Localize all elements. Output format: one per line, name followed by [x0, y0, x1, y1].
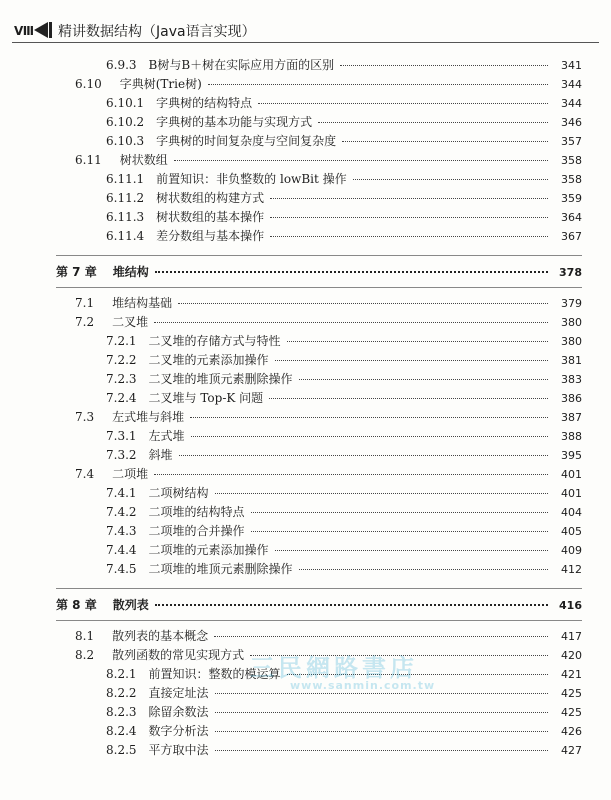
toc-section-7 — [0, 294, 611, 579]
toc-entry[interactable] — [0, 522, 611, 541]
entry-number: 6.11.1 — [106, 172, 145, 186]
entry-page: 364 — [561, 211, 582, 224]
chapter-page: 378 — [559, 266, 582, 279]
toc-entry[interactable] — [0, 627, 611, 646]
leader-dots — [215, 712, 548, 713]
entry-number: 7.3 — [75, 410, 95, 424]
entry-number: 7.4.5 — [106, 562, 137, 576]
leader-dots — [215, 693, 548, 694]
toc-entry[interactable] — [0, 294, 611, 313]
toc-entry[interactable] — [0, 208, 611, 227]
chapter-page: 416 — [559, 599, 582, 612]
toc-entry[interactable] — [0, 132, 611, 151]
leader-dots — [342, 141, 548, 142]
entry-number: 8.2.5 — [106, 743, 137, 757]
entry-number: 6.10 — [75, 77, 102, 91]
entry-number: 8.2.1 — [106, 667, 137, 681]
entry-title: 平方取中法 — [148, 743, 209, 757]
entry-number: 6.11.4 — [106, 229, 145, 243]
chapter-divider — [56, 588, 582, 589]
leader-dots — [208, 84, 548, 85]
entry-title: B树与B＋树在实际应用方面的区别 — [148, 58, 335, 72]
entry-page: 404 — [561, 506, 582, 519]
entry-page: 412 — [561, 563, 582, 576]
entry-title: 二项堆 — [112, 467, 149, 481]
toc-entry[interactable] — [0, 541, 611, 560]
entry-title: 数字分析法 — [148, 724, 209, 738]
leader-dots — [154, 474, 548, 475]
entry-title: 二项树结构 — [148, 486, 209, 500]
entry-page: 421 — [561, 668, 582, 681]
entry-title: 散列表的基本概念 — [112, 629, 209, 643]
entry-number: 7.4.4 — [106, 543, 137, 557]
leader-dots — [340, 65, 548, 66]
leader-dots — [275, 360, 548, 361]
entry-page: 379 — [561, 297, 582, 310]
chapter-title: 堆结构 — [112, 265, 149, 279]
leader-dots — [154, 322, 548, 323]
leader-dots — [178, 303, 548, 304]
page-header — [0, 0, 611, 40]
toc-entry[interactable] — [0, 408, 611, 427]
toc-entry[interactable] — [0, 703, 611, 722]
toc-entry[interactable] — [0, 351, 611, 370]
leader-dots — [258, 103, 548, 104]
toc-entry[interactable] — [0, 389, 611, 408]
entry-title: 树状数组的构建方式 — [156, 191, 265, 205]
leader-dots — [270, 236, 548, 237]
entry-number: 6.11.3 — [106, 210, 145, 224]
watermark-text: 三民網路書店 — [250, 654, 418, 682]
entry-number: 7.1 — [75, 296, 95, 310]
entry-title: 前置知识：整数的模运算 — [148, 667, 281, 681]
entry-number: 6.10.1 — [106, 96, 145, 110]
entry-page: 417 — [561, 630, 582, 643]
leader-dots — [251, 531, 548, 532]
page-number: Ⅷ — [14, 24, 35, 38]
entry-title: 前置知识：非负整数的 lowBit 操作 — [156, 172, 347, 186]
leader-dots — [155, 604, 548, 606]
leader-dots — [174, 160, 548, 161]
leader-dots — [191, 436, 548, 437]
entry-page: 426 — [561, 725, 582, 738]
chapter-divider — [56, 287, 582, 288]
entry-page: 401 — [561, 468, 582, 481]
toc-entry[interactable] — [0, 370, 611, 389]
book-title: 精讲数据结构（Java语言实现） — [58, 24, 256, 40]
entry-page: 388 — [561, 430, 582, 443]
entry-title: 直接定址法 — [148, 686, 209, 700]
header-rule — [12, 42, 599, 43]
leader-dots — [270, 198, 548, 199]
entry-title: 树状数组 — [119, 153, 168, 167]
entry-title: 左式堆 — [148, 429, 185, 443]
watermark — [250, 648, 480, 692]
watermark-url: www.sanmin.com.tw — [290, 679, 436, 692]
triangle-left-icon — [34, 22, 48, 38]
leader-dots — [318, 122, 548, 123]
chapter-divider — [56, 620, 582, 621]
leader-dots — [299, 379, 548, 380]
entry-page: 367 — [561, 230, 582, 243]
entry-page: 425 — [561, 687, 582, 700]
bar-marker-icon — [49, 22, 52, 38]
entry-page: 395 — [561, 449, 582, 462]
entry-page: 344 — [561, 97, 582, 110]
toc-entry[interactable] — [0, 741, 611, 760]
toc-entry[interactable] — [0, 722, 611, 741]
chapter-number: 第 7 章 — [56, 265, 97, 279]
leader-dots — [353, 179, 548, 180]
entry-number: 7.2 — [75, 315, 95, 329]
toc-entry[interactable] — [0, 313, 611, 332]
toc-entry[interactable] — [0, 151, 611, 170]
entry-page: 359 — [561, 192, 582, 205]
entry-page: 387 — [561, 411, 582, 424]
entry-title: 二叉堆的存储方式与特性 — [148, 334, 281, 348]
entry-number: 7.2.2 — [106, 353, 137, 367]
leader-dots — [215, 493, 548, 494]
entry-page: 341 — [561, 59, 582, 72]
entry-page: 381 — [561, 354, 582, 367]
entry-page: 344 — [561, 78, 582, 91]
leader-dots — [287, 341, 548, 342]
entry-title: 二项堆的元素添加操作 — [148, 543, 269, 557]
entry-number: 8.2.4 — [106, 724, 137, 738]
toc-entry[interactable] — [0, 465, 611, 484]
entry-title: 二项堆的合并操作 — [148, 524, 245, 538]
entry-page: 357 — [561, 135, 582, 148]
entry-title: 二叉堆的元素添加操作 — [148, 353, 269, 367]
entry-number: 7.4.1 — [106, 486, 137, 500]
entry-page: 380 — [561, 335, 582, 348]
entry-number: 7.4.3 — [106, 524, 137, 538]
entry-page: 409 — [561, 544, 582, 557]
entry-title: 字典树的时间复杂度与空间复杂度 — [156, 134, 337, 148]
entry-title: 树状数组的基本操作 — [156, 210, 265, 224]
entry-title: 左式堆与斜堆 — [112, 410, 185, 424]
entry-page: 386 — [561, 392, 582, 405]
entry-number: 6.10.3 — [106, 134, 145, 148]
leader-dots — [214, 636, 548, 637]
entry-number: 8.2 — [75, 648, 95, 662]
leader-dots — [215, 731, 548, 732]
entry-title: 二叉堆的堆顶元素删除操作 — [148, 372, 293, 386]
toc-section-8 — [0, 627, 611, 760]
chapter-number: 第 8 章 — [56, 598, 97, 612]
chapter-8-entry[interactable] — [0, 595, 611, 615]
chapter-title: 散列表 — [112, 598, 149, 612]
entry-title: 二项堆的结构特点 — [148, 505, 245, 519]
toc-entry[interactable] — [0, 503, 611, 522]
toc-entry[interactable] — [0, 560, 611, 579]
entry-number: 6.9.3 — [106, 58, 137, 72]
entry-page: 405 — [561, 525, 582, 538]
entry-title: 堆结构基础 — [112, 296, 173, 310]
entry-page: 358 — [561, 154, 582, 167]
toc-entry[interactable] — [0, 170, 611, 189]
entry-number: 7.2.3 — [106, 372, 137, 386]
leader-dots — [270, 217, 548, 218]
leader-dots — [190, 417, 548, 418]
entry-number: 8.1 — [75, 629, 95, 643]
chapter-divider — [56, 255, 582, 256]
chapter-7-entry[interactable] — [0, 262, 611, 282]
entry-page: 420 — [561, 649, 582, 662]
entry-title: 二叉堆与 Top-K 问题 — [148, 391, 264, 405]
entry-number: 7.3.2 — [106, 448, 137, 462]
entry-number: 7.3.1 — [106, 429, 137, 443]
leader-dots — [155, 271, 548, 273]
entry-page: 425 — [561, 706, 582, 719]
entry-number: 6.11.2 — [106, 191, 145, 205]
entry-title: 斜堆 — [148, 448, 173, 462]
toc-entry[interactable] — [0, 427, 611, 446]
leader-dots — [251, 512, 548, 513]
toc-entry[interactable] — [0, 446, 611, 465]
toc-section-6 — [0, 56, 611, 246]
entry-number: 8.2.3 — [106, 705, 137, 719]
entry-title: 差分数组与基本操作 — [156, 229, 265, 243]
toc-entry[interactable] — [0, 484, 611, 503]
entry-page: 358 — [561, 173, 582, 186]
entry-number: 8.2.2 — [106, 686, 137, 700]
entry-title: 二项堆的堆顶元素删除操作 — [148, 562, 293, 576]
entry-number: 6.11 — [75, 153, 102, 167]
entry-number: 7.2.1 — [106, 334, 137, 348]
leader-dots — [299, 569, 548, 570]
leader-dots — [179, 455, 548, 456]
entry-page: 401 — [561, 487, 582, 500]
entry-number: 7.2.4 — [106, 391, 137, 405]
entry-page: 427 — [561, 744, 582, 757]
entry-page: 380 — [561, 316, 582, 329]
leader-dots — [215, 750, 548, 751]
entry-title: 二叉堆 — [112, 315, 149, 329]
leader-dots — [275, 550, 548, 551]
toc-entry[interactable] — [0, 75, 611, 94]
toc-entry[interactable] — [0, 332, 611, 351]
toc-entry[interactable] — [0, 189, 611, 208]
entry-title: 字典树(Trie树) — [119, 77, 202, 91]
toc-entry[interactable] — [0, 94, 611, 113]
entry-page: 383 — [561, 373, 582, 386]
entry-number: 7.4.2 — [106, 505, 137, 519]
entry-number: 7.4 — [75, 467, 95, 481]
entry-title: 字典树的结构特点 — [156, 96, 253, 110]
entry-title: 除留余数法 — [148, 705, 209, 719]
entry-page: 346 — [561, 116, 582, 129]
toc-entry[interactable] — [0, 113, 611, 132]
entry-title: 散列函数的常见实现方式 — [112, 648, 245, 662]
toc-entry[interactable] — [0, 227, 611, 246]
entry-number: 6.10.2 — [106, 115, 145, 129]
entry-title: 字典树的基本功能与实现方式 — [156, 115, 313, 129]
toc-entry[interactable] — [0, 56, 611, 75]
leader-dots — [269, 398, 548, 399]
